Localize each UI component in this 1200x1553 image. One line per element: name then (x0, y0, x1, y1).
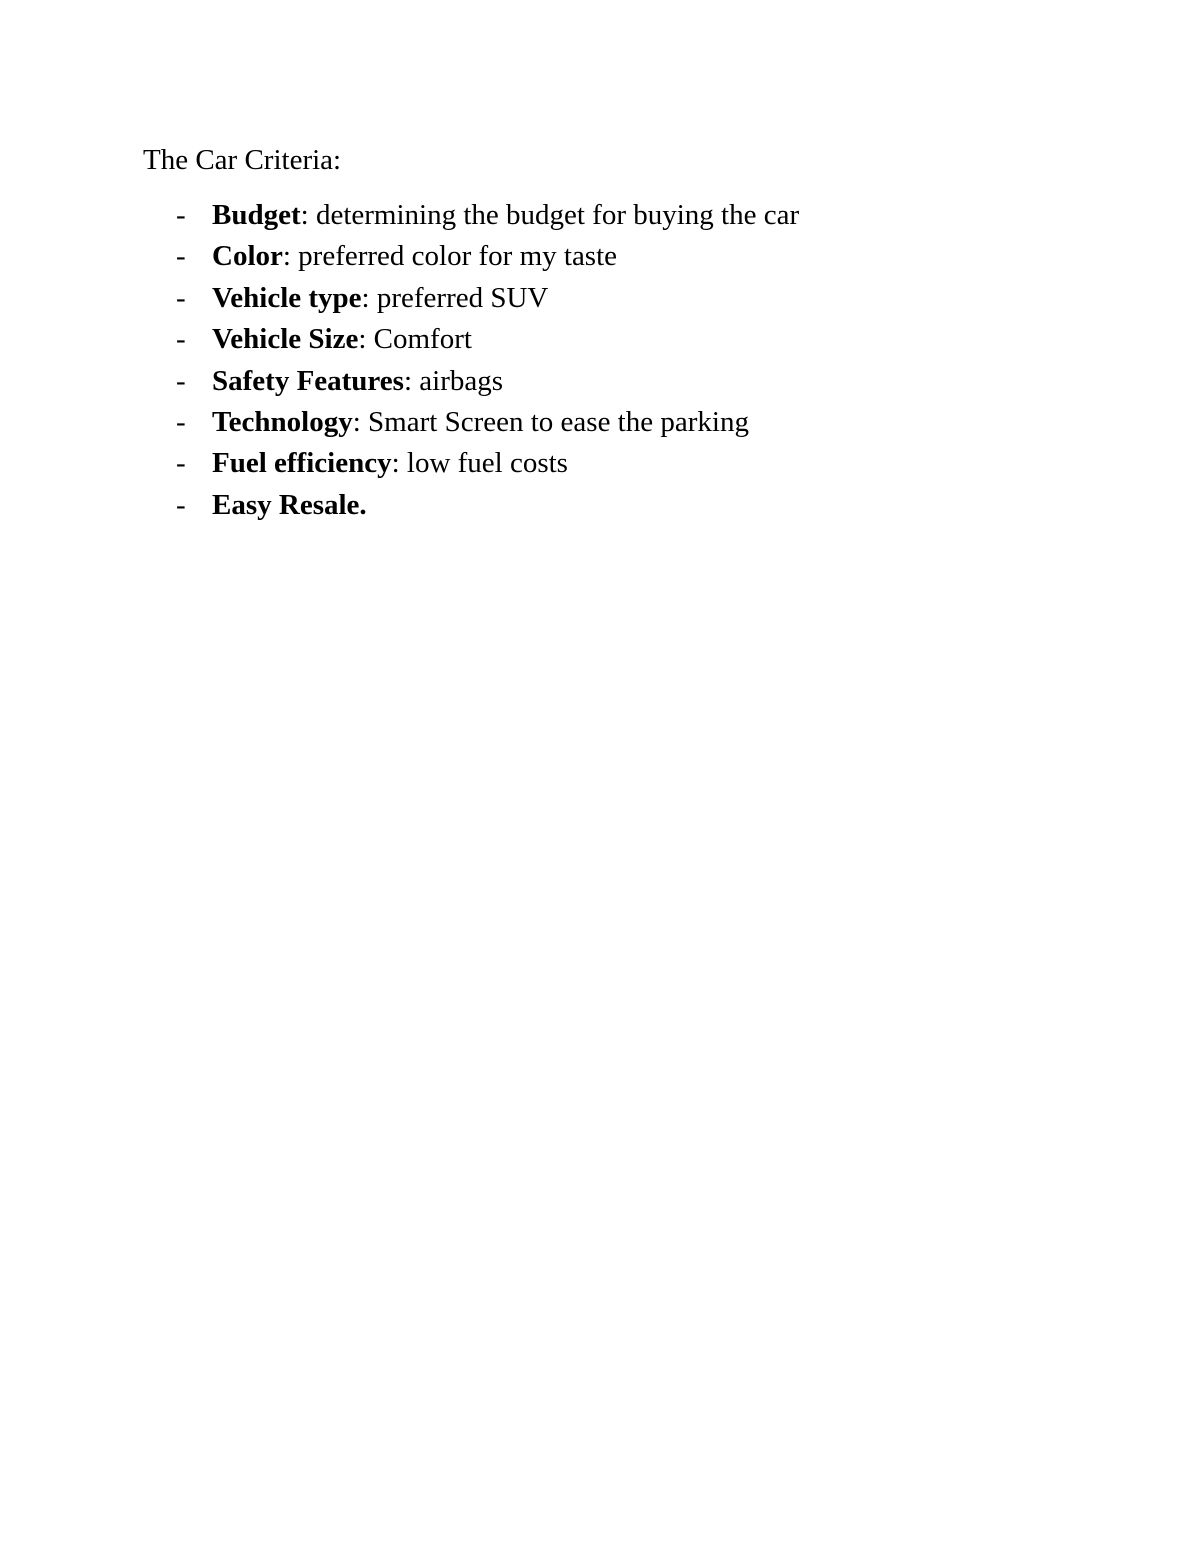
criterion-description: : preferred color for my taste (282, 240, 618, 273)
dash-bullet: - (176, 199, 186, 231)
dash-bullet: - (176, 405, 186, 438)
list-item-text (212, 321, 472, 357)
dash-bullet: - (176, 240, 186, 273)
criterion-term: Easy Resale. (212, 488, 367, 521)
list-item-text (212, 445, 568, 481)
criterion-description: : determining the budget for buying the car (300, 199, 800, 231)
dash-bullet: - (176, 488, 186, 521)
criterion-term: Vehicle Size (212, 323, 359, 356)
criterion-description: : Comfort (358, 323, 472, 356)
list-item-text (212, 363, 503, 399)
criterion-term: Color (212, 240, 283, 273)
criterion-term: Budget (212, 199, 301, 231)
criterion-term: Safety Features (212, 364, 404, 397)
criterion-description: : low fuel costs (391, 447, 568, 480)
criterion-term: Technology (212, 405, 353, 438)
dash-bullet: - (176, 281, 186, 314)
criterion-term: Fuel efficiency (212, 447, 392, 480)
list-item-text (212, 197, 799, 233)
criterion-term: Vehicle type (212, 281, 362, 314)
document-title: The Car Criteria: (143, 144, 342, 176)
list-item-text (212, 487, 367, 523)
list-item-text (212, 404, 749, 440)
list-item-text (212, 238, 617, 274)
criterion-description: : preferred SUV (361, 281, 549, 314)
criterion-description: : airbags (403, 364, 504, 397)
dash-bullet: - (176, 323, 186, 356)
list-item-text (212, 280, 548, 316)
dash-bullet: - (176, 364, 186, 397)
criterion-description: : Smart Screen to ease the parking (352, 405, 749, 438)
dash-bullet: - (176, 447, 186, 480)
